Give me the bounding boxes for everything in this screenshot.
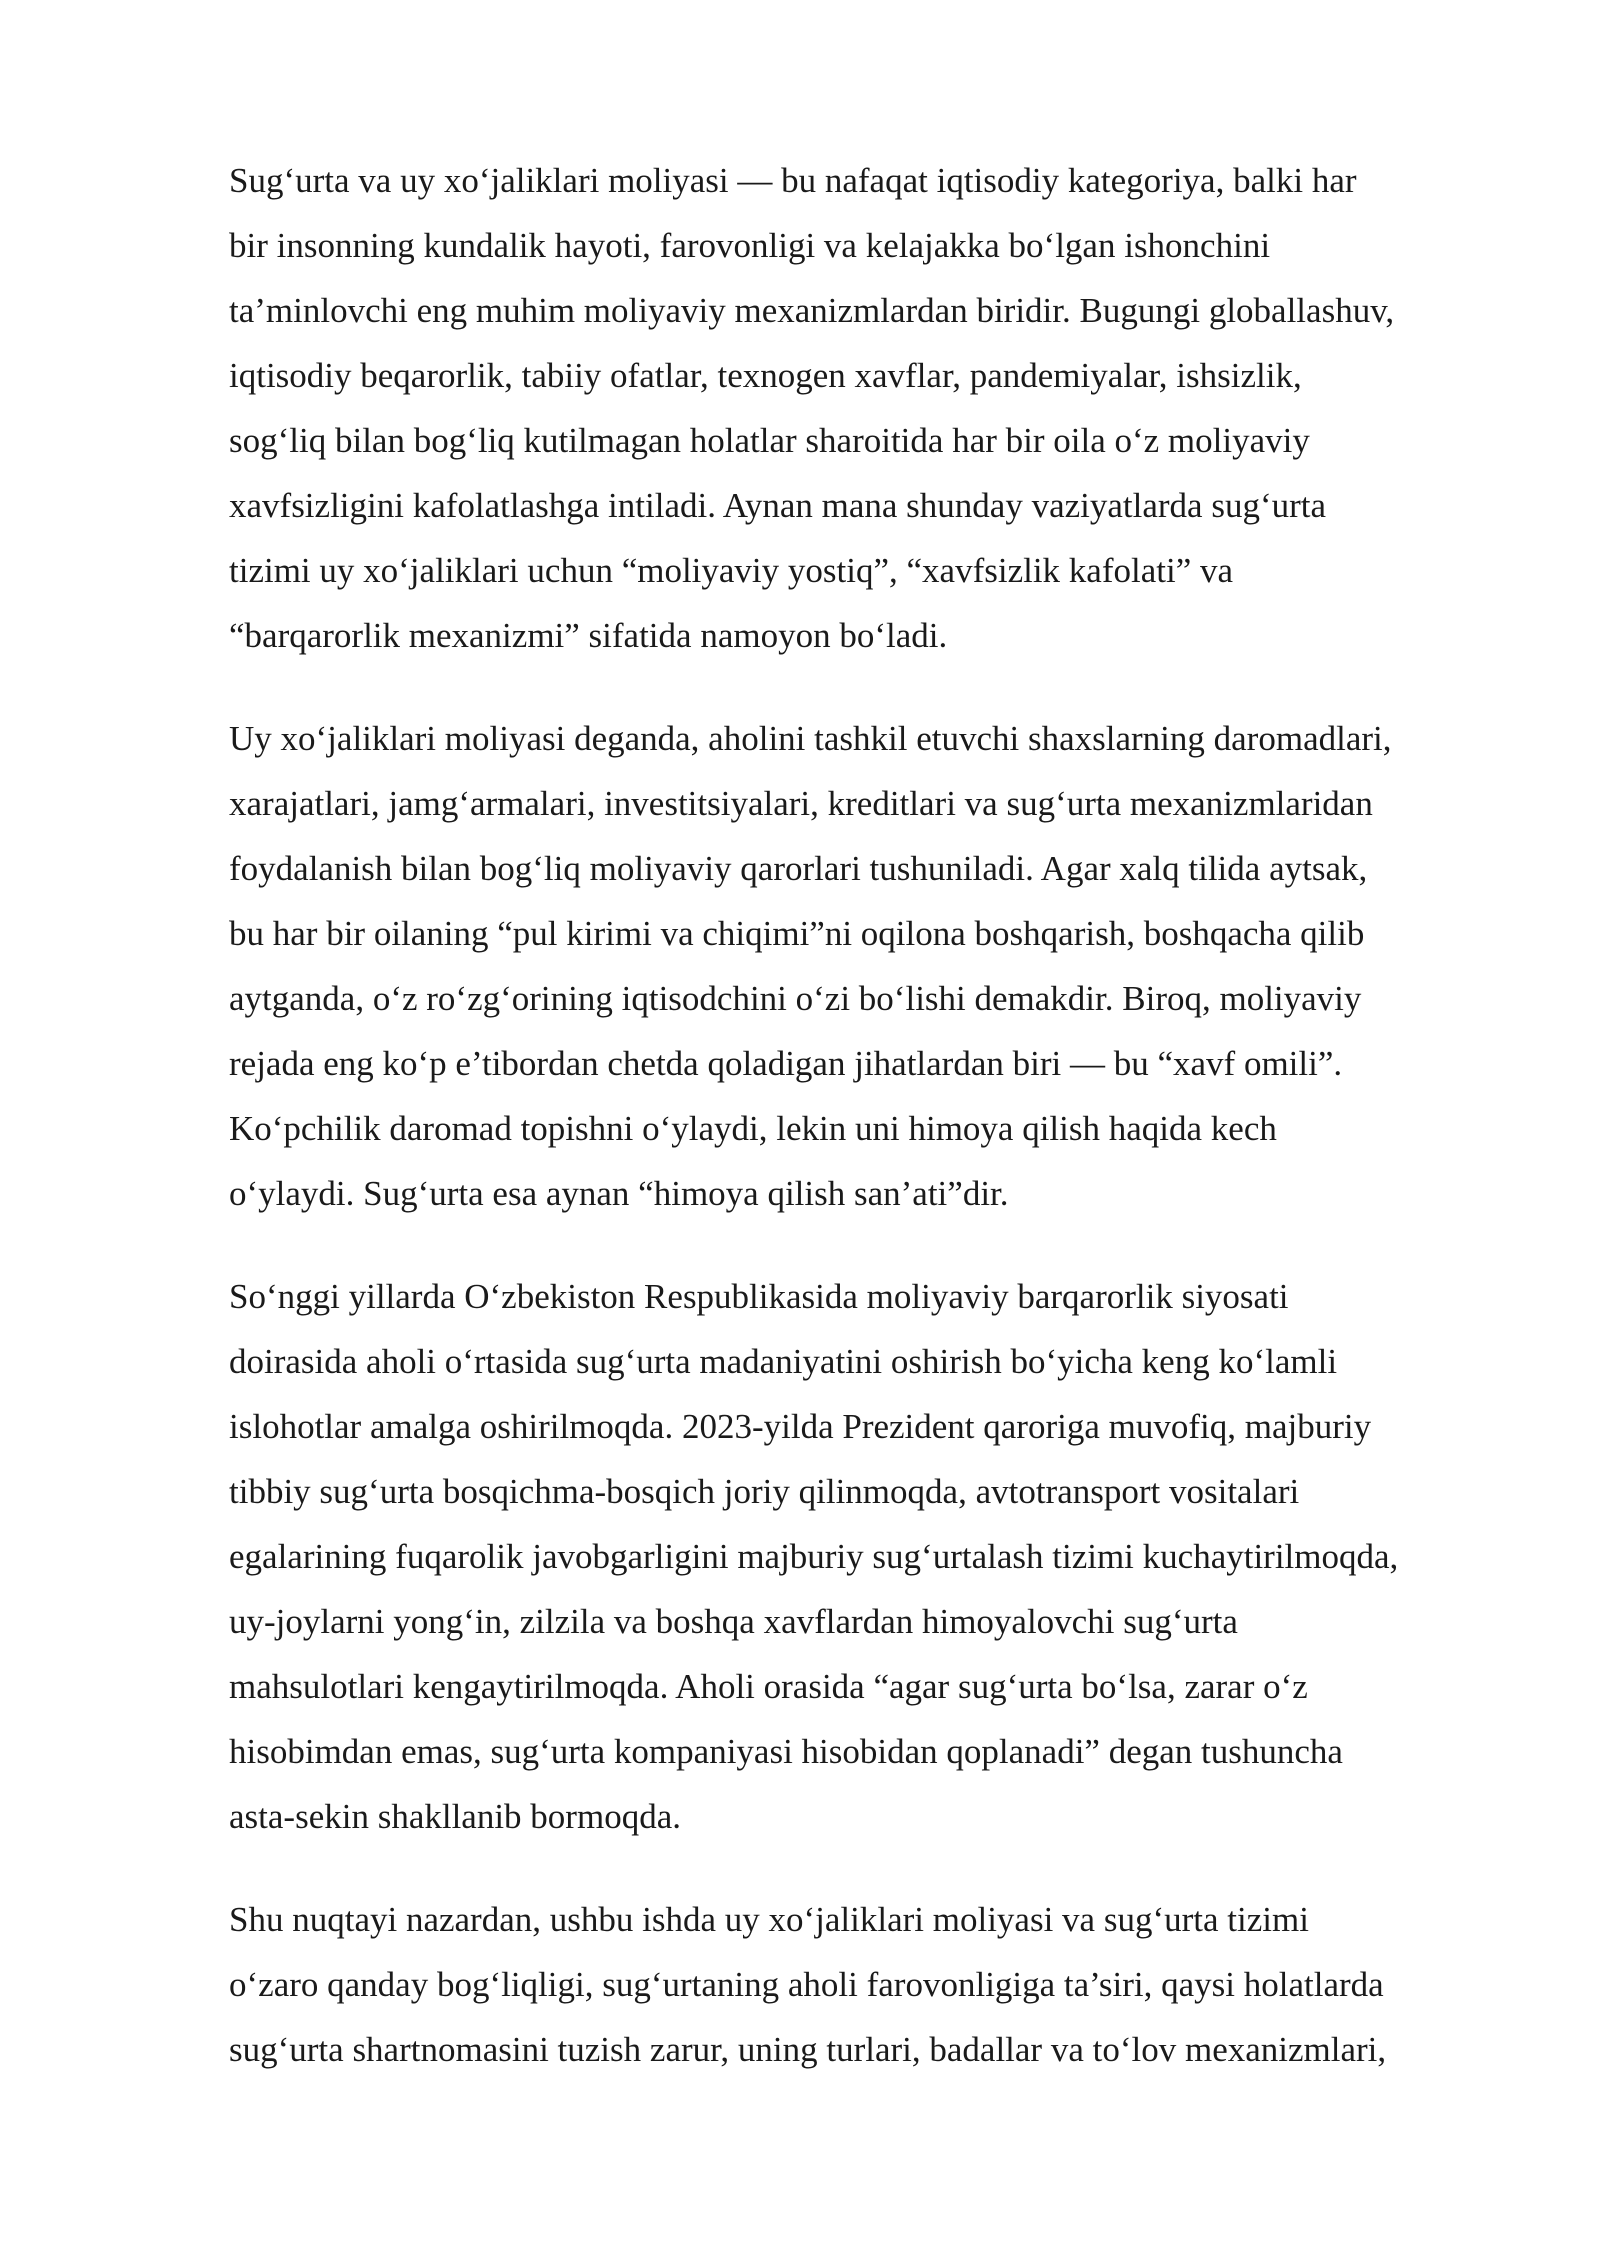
text-line: Shu nuqtayi nazardan, ushbu ishda uy xo‘jaliklari moliyasi va sug‘urta tizimi: [229, 1900, 1309, 1939]
text-line: foydalanish bilan bog‘liq moliyaviy qarorlari tushuniladi. Agar xalq tilida aytsak,: [229, 849, 1368, 888]
text-line: uy-joylarni yong‘in, zilzila va boshqa xavflardan himoyalovchi sug‘urta: [229, 1602, 1238, 1641]
text-line: Ko‘pchilik daromad topishni o‘ylaydi, lekin uni himoya qilish haqida kech: [229, 1109, 1277, 1148]
text-line: mahsulotlari kengaytirilmoqda. Aholi orasida “agar sug‘urta bo‘lsa, zarar o‘z: [229, 1667, 1308, 1706]
text-line: Sug‘urta va uy xo‘jaliklari moliyasi — bu nafaqat iqtisodiy kategoriya, balki har: [229, 161, 1357, 200]
text-line: bir insonning kundalik hayoti, farovonligi va kelajakka bo‘lgan ishonchini: [229, 226, 1271, 265]
text-line: ta’minlovchi eng muhim moliyaviy mexanizmlardan biridir. Bugungi globallashuv,: [229, 291, 1395, 330]
paragraph-4: [229, 1887, 1489, 2082]
text-line: aytganda, o‘z ro‘zg‘orining iqtisodchini o‘zi bo‘lishi demakdir. Biroq, moliyaviy: [229, 979, 1362, 1018]
text-line: xavfsizligini kafolatlashga intiladi. Aynan mana shunday vaziyatlarda sug‘urta: [229, 486, 1327, 525]
text-line: asta-sekin shakllanib bormoqda.: [229, 1797, 681, 1836]
text-line: Uy xo‘jaliklari moliyasi deganda, aholini tashkil etuvchi shaxslarning daromadlari,: [229, 719, 1392, 758]
text-line: egalarining fuqarolik javobgarligini majburiy sug‘urtalash tizimi kuchaytirilmoqda,: [229, 1537, 1399, 1576]
text-line: xarajatlari, jamg‘armalari, investitsiyalari, kreditlari va sug‘urta mexanizmlaridan: [229, 784, 1373, 823]
document-body: [229, 148, 1489, 2120]
text-line: o‘zaro qanday bog‘liqligi, sug‘urtaning aholi farovonligiga ta’siri, qaysi holatlarda: [229, 1965, 1384, 2004]
paragraph-3: [229, 1264, 1489, 1849]
text-line: “barqarorlik mexanizmi” sifatida namoyon bo‘ladi.: [229, 616, 948, 655]
text-line: iqtisodiy beqarorlik, tabiiy ofatlar, texnogen xavflar, pandemiyalar, ishsizlik,: [229, 356, 1302, 395]
text-line: islohotlar amalga oshirilmoqda. 2023-yilda Prezident qaroriga muvofiq, majburiy: [229, 1407, 1372, 1446]
paragraph-2: [229, 706, 1489, 1226]
text-line: sug‘urta shartnomasini tuzish zarur, uning turlari, badallar va to‘lov mexanizmlari,: [229, 2030, 1387, 2069]
text-line: o‘ylaydi. Sug‘urta esa aynan “himoya qilish san’ati”dir.: [229, 1174, 1009, 1213]
paragraph-1: [229, 148, 1489, 668]
text-line: doirasida aholi o‘rtasida sug‘urta madaniyatini oshirish bo‘yicha keng ko‘lamli: [229, 1342, 1338, 1381]
text-line: tizimi uy xo‘jaliklari uchun “moliyaviy yostiq”, “xavfsizlik kafolati” va: [229, 551, 1234, 590]
text-line: hisobimdan emas, sug‘urta kompaniyasi hisobidan qoplanadi” degan tushuncha: [229, 1732, 1343, 1771]
text-line: tibbiy sug‘urta bosqichma-bosqich joriy qilinmoqda, avtotransport vositalari: [229, 1472, 1300, 1511]
text-line: bu har bir oilaning “pul kirimi va chiqimi”ni oqilona boshqarish, boshqacha qilib: [229, 914, 1365, 953]
text-line: So‘nggi yillarda O‘zbekiston Respublikasida moliyaviy barqarorlik siyosati: [229, 1277, 1289, 1316]
text-line: rejada eng ko‘p e’tibordan chetda qoladigan jihatlardan biri — bu “xavf omili”.: [229, 1044, 1343, 1083]
text-line: sog‘liq bilan bog‘liq kutilmagan holatlar sharoitida har bir oila o‘z moliyaviy: [229, 421, 1310, 460]
